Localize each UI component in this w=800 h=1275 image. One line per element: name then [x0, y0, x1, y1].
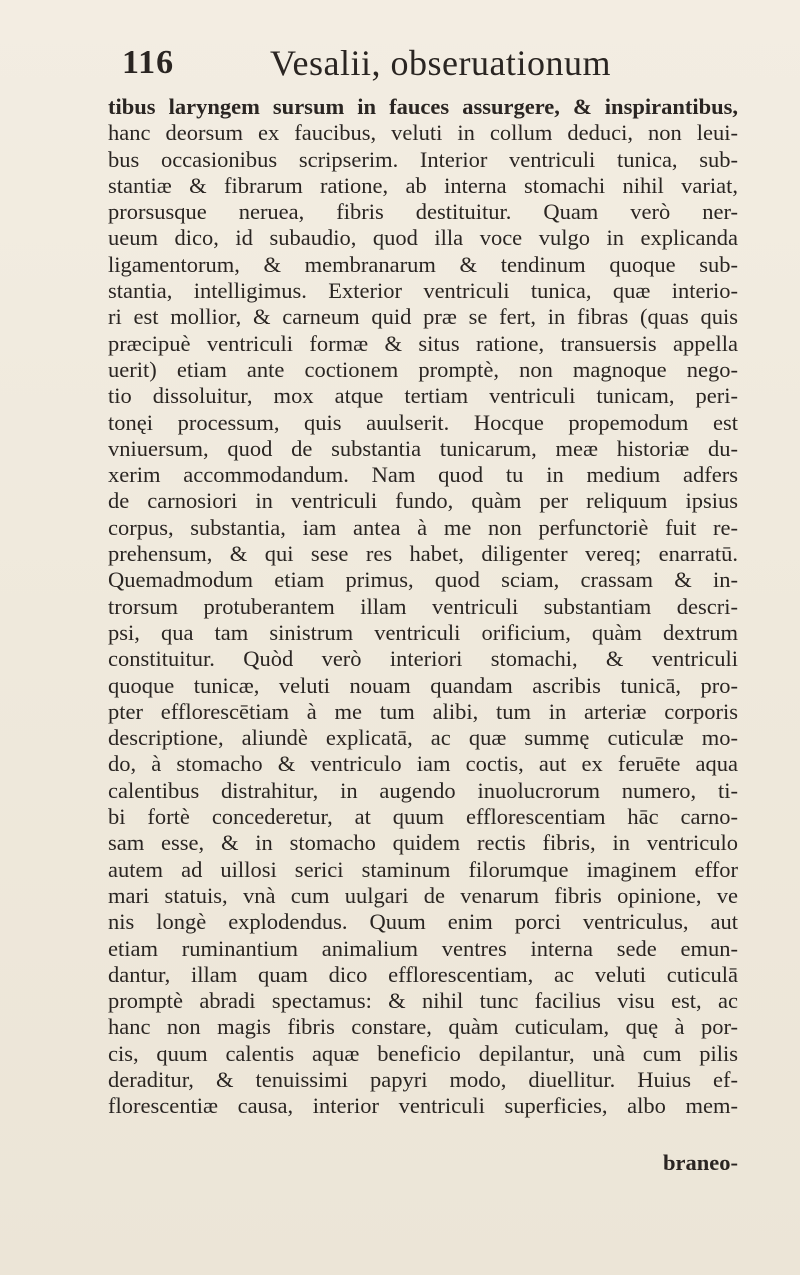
- text-line: hanc deorsum ex faucibus, veluti in collum deduci, non leui-: [108, 120, 738, 146]
- text-line: florescentiæ causa, interior ventriculi superficies, albo mem-: [108, 1093, 738, 1119]
- text-line: de carnosiori in ventriculi fundo, quàm per reliquum ipsius: [108, 488, 738, 514]
- running-head: Vesalii, obseruationum: [270, 43, 611, 83]
- text-line: mari statuis, vnà cum uulgari de venarum fibris opinione, ve: [108, 882, 738, 908]
- text-line: descriptione, aliundè explicatā, ac quæ summę cuticulæ mo-: [108, 725, 738, 751]
- text-line: promptè abradi spectamus: & nihil tunc facilius visu est, ac: [108, 988, 738, 1014]
- text-line: Quemadmodum etiam primus, quod sciam, crassam & in-: [108, 567, 738, 593]
- page-header: [110, 40, 710, 90]
- text-line: pter efflorescētiam à me tum alibi, tum in arteriæ corporis: [108, 698, 738, 724]
- text-line: quoque tunicæ, veluti nouam quandam ascribis tunicā, pro-: [108, 672, 738, 698]
- text-line: corpus, substantia, iam antea à me non perfunctoriè fuit re-: [108, 514, 738, 540]
- text-line: constituitur. Quòd verò interiori stomachi, & ventriculi: [108, 646, 738, 672]
- text-line: do, à stomacho & ventriculo iam coctis, aut ex feruēte aqua: [108, 751, 738, 777]
- text-line: dantur, illam quam dico efflorescentiam, ac veluti cuticulā: [108, 961, 738, 987]
- body-text: [108, 94, 738, 1120]
- page-number: 116: [122, 44, 175, 81]
- page-footer: [108, 1150, 738, 1180]
- text-line: uerit) etiam ante coctionem promptè, non magnoque nego-: [108, 356, 738, 382]
- text-line: tonęi processum, quis auulserit. Hocque propemodum est: [108, 409, 738, 435]
- catchword: braneo-: [663, 1150, 738, 1175]
- text-line: ri est mollior, & carneum quid præ se fert, in fibras (quas quis: [108, 304, 738, 330]
- text-line: psi, qua tam sinistrum ventriculi orificium, quàm dextrum: [108, 619, 738, 645]
- text-line: tibus laryngem sursum in fauces assurgere, & inspirantibus,: [108, 94, 738, 119]
- text-line: nis longè explodendus. Quum enim porci ventriculus, aut: [108, 909, 738, 935]
- text-line: ueum dico, id subaudio, quod illa voce vulgo in explicanda: [108, 225, 738, 251]
- text-line: deraditur, & tenuissimi papyri modo, diuellitur. Huius ef-: [108, 1066, 738, 1092]
- text-line: bus occasionibus scripserim. Interior ventriculi tunica, sub-: [108, 146, 738, 172]
- text-line: prorsusque neruea, fibris destituitur. Quam verò ner-: [108, 199, 738, 225]
- text-line: hanc non magis fibris constare, quàm cuticulam, quę à por-: [108, 1014, 738, 1040]
- text-line: etiam ruminantium animalium ventres interna sede emun-: [108, 935, 738, 961]
- text-line: trorsum protuberantem illam ventriculi substantiam descri-: [108, 593, 738, 619]
- text-line: præcipuè ventriculi formæ & situs ratione, transuersis appella: [108, 330, 738, 356]
- text-line: bi fortè concederetur, at quum efflorescentiam hāc carno-: [108, 804, 738, 830]
- text-line: calentibus distrahitur, in augendo inuolucrorum numero, ti-: [108, 777, 738, 803]
- text-line: tio dissoluitur, mox atque tertiam ventriculi tunicam, peri-: [108, 383, 738, 409]
- text-line: cis, quum calentis aquæ beneficio depilantur, unà cum pilis: [108, 1040, 738, 1066]
- text-line: stantia, intelligimus. Exterior ventriculi tunica, quæ interio-: [108, 278, 738, 304]
- text-line: stantiæ & fibrarum ratione, ab interna stomachi nihil variat,: [108, 172, 738, 198]
- text-line: vniuersum, quod de substantia tunicarum, meæ historiæ du-: [108, 435, 738, 461]
- text-line: xerim accommodandum. Nam quod tu in medium adfers: [108, 462, 738, 488]
- text-line: prehensum, & qui sese res habet, diligenter vereq; enarratū.: [108, 541, 738, 567]
- text-line: ligamentorum, & membranarum & tendinum quoque sub-: [108, 251, 738, 277]
- text-line: sam esse, & in stomacho quidem rectis fibris, in ventriculo: [108, 830, 738, 856]
- text-line: autem ad uillosi serici staminum filorumque imaginem effor: [108, 856, 738, 882]
